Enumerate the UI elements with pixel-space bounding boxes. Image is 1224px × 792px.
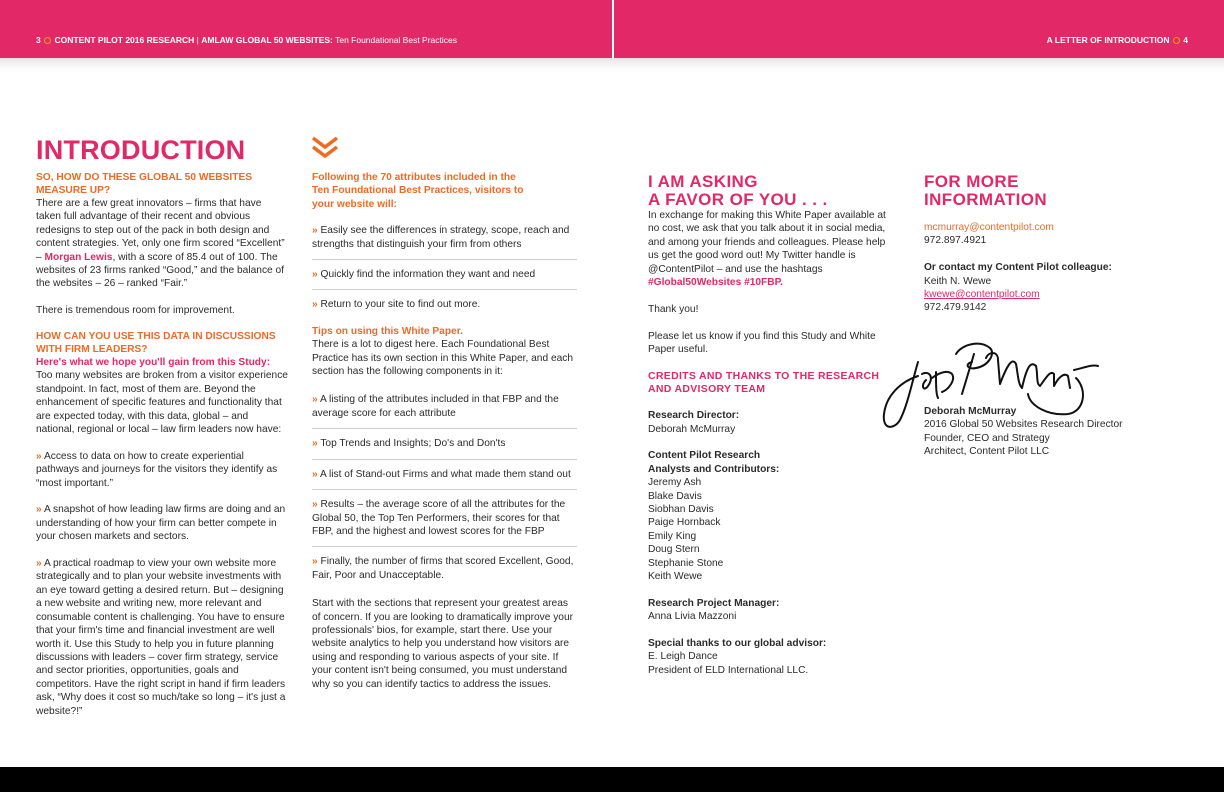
list-item: » Easily see the differences in strategy, scope, reach and strengths that distinguish your firm from others bbox=[312, 225, 570, 250]
page-title: INTRODUCTION bbox=[36, 135, 246, 165]
list-item: » Top Trends and Insights; Do's and Don'ts bbox=[312, 438, 506, 450]
running-header-left bbox=[36, 35, 457, 45]
running-header-right bbox=[1047, 35, 1188, 45]
chevron-right-icon: » bbox=[312, 499, 318, 511]
advisor-label: Special thanks to our global advisor: bbox=[648, 638, 827, 650]
list-item: » A list of Stand-out Firms and what made them stand out bbox=[312, 468, 571, 480]
chevron-right-icon: » bbox=[36, 558, 42, 570]
divider bbox=[312, 259, 577, 260]
signature-block bbox=[924, 405, 1164, 459]
divider bbox=[312, 546, 577, 547]
chevron-right-icon: » bbox=[312, 468, 318, 480]
list-item: Jeremy Ash bbox=[648, 477, 702, 489]
director-name: Deborah McMurray bbox=[648, 423, 736, 435]
paragraph: Too many websites are broken from a visitor experience standpoint. In fact, most of them are. Beyond the enhancement of specific features and functionality that are expected today, with this data, global – and national, regional or local – law firm leaders now have: bbox=[36, 370, 288, 436]
section-label: A LETTER OF INTRODUCTION bbox=[1046, 35, 1170, 45]
page-number-right: 4 bbox=[1183, 35, 1188, 45]
chevron-right-icon: » bbox=[312, 225, 318, 237]
list-item: » Return to your site to find out more. bbox=[312, 299, 481, 311]
list-item: » Results – the average score of all the attributes for the Global 50, the Top Ten Performers, their scores for that FBP, and the highest and lowest scores for the FBP bbox=[312, 499, 566, 537]
colleague-label: Or contact my Content Pilot colleague: bbox=[924, 262, 1112, 274]
header-band-left bbox=[0, 0, 612, 58]
practices-column bbox=[312, 171, 578, 691]
advisor-title: President of ELD International LLC. bbox=[648, 664, 809, 676]
divider bbox=[312, 459, 577, 460]
chevron-right-icon: » bbox=[312, 299, 318, 311]
chevron-right-icon: » bbox=[312, 438, 318, 450]
phone-number: 972.897.4921 bbox=[924, 235, 987, 247]
favor-column bbox=[648, 173, 888, 677]
chevron-right-icon: » bbox=[36, 450, 42, 462]
chevron-right-icon: » bbox=[312, 556, 318, 568]
question-heading-2: HOW CAN YOU USE THIS DATA IN DISCUSSIONS WITH FIRM LEADERS? bbox=[36, 331, 276, 355]
analysts-label: Content Pilot Research Analysts and Contributors: bbox=[648, 450, 780, 475]
circle-icon bbox=[44, 37, 51, 44]
divider bbox=[312, 289, 577, 290]
signer-title: Architect, Content Pilot LLC bbox=[924, 446, 1050, 458]
subheading: Here's what we hope you'll gain from this Study: bbox=[36, 357, 271, 369]
list-item: Paige Hornback bbox=[648, 517, 721, 529]
paragraph: There is tremendous room for improvement. bbox=[36, 305, 235, 317]
intro-column bbox=[36, 172, 288, 718]
paragraph: In exchange for making this White Paper available at no cost, we ask that you talk about it in social media, and among your friends and colleagues. Please help us get the good word out! My Twitter handle is @ContentPilot – and use the hashtags #Global50Websites #10FBP. bbox=[648, 210, 886, 289]
email-link[interactable]: kwewe@contentpilot.com bbox=[924, 289, 1040, 301]
paragraph: Start with the sections that represent your greatest areas of concern. If you are looking to dramatically improve your professionals' bios, for example, start there. Use your website analytics to help you understand how visitors are using and responding to various aspects of your site. If your content isn't being consumed, you must understand why so you can identify tactics to address the issues. bbox=[312, 598, 574, 690]
header-shadow bbox=[0, 58, 1224, 70]
info-heading-line2: INFORMATION bbox=[924, 190, 1048, 209]
colleague-name: Keith N. Wewe bbox=[924, 275, 992, 287]
divider bbox=[312, 489, 577, 490]
list-item: Siobhan Davis bbox=[648, 504, 714, 516]
favor-heading-line1: I AM ASKING bbox=[648, 172, 758, 191]
paragraph: There is a lot to digest here. Each Foundational Best Practice has its own section in this White Paper, and each section has the following components in it: bbox=[312, 339, 574, 378]
tips-heading: Tips on using this White Paper. bbox=[312, 325, 463, 337]
header-divider: | bbox=[196, 35, 199, 45]
column-intro: Following the 70 attributes included in the Ten Foundational Best Practices, visitors to your website will: bbox=[312, 172, 524, 210]
director-label: Research Director: bbox=[648, 410, 740, 422]
chevron-right-icon: » bbox=[312, 269, 318, 281]
list-item: » Access to data on how to create experiential pathways and journeys for the visitors they identify as “most important.” bbox=[36, 450, 278, 489]
signer-title: 2016 Global 50 Websites Research Director bbox=[924, 419, 1123, 431]
chevron-right-icon: » bbox=[312, 394, 318, 406]
double-chevron-down-icon bbox=[311, 136, 339, 160]
list-item: » A snapshot of how leading law firms are doing and an understanding of how your firm can better compete in your chosen markets and sectors. bbox=[36, 504, 286, 543]
analysts-list bbox=[648, 476, 888, 583]
pm-label: Research Project Manager: bbox=[648, 597, 780, 609]
hashtags: #Global50Websites #10FBP. bbox=[648, 277, 783, 289]
phone-number: 972.479.9142 bbox=[924, 302, 987, 314]
contact-column bbox=[924, 173, 1164, 315]
info-heading-line1: FOR MORE bbox=[924, 172, 1019, 191]
header-band-right bbox=[614, 0, 1224, 58]
list-item: Doug Stern bbox=[648, 544, 700, 556]
favor-heading-line2: A FAVOR OF YOU . . . bbox=[648, 190, 828, 209]
signer-title: Founder, CEO and Strategy bbox=[924, 432, 1050, 444]
list-item: Blake Davis bbox=[648, 490, 702, 502]
list-item: Keith Wewe bbox=[648, 571, 703, 583]
paragraph: Please let us know if you find this Study and White Paper useful. bbox=[648, 330, 876, 356]
brand-label: CONTENT PILOT 2016 RESEARCH bbox=[54, 35, 195, 45]
list-item: » Finally, the number of firms that scored Excellent, Good, Fair, Poor and Unacceptable. bbox=[312, 556, 574, 581]
pm-name: Anna Livia Mazzoni bbox=[648, 611, 737, 623]
list-item: Emily King bbox=[648, 530, 697, 542]
divider bbox=[312, 428, 577, 429]
footer-bar bbox=[0, 767, 1224, 792]
list-item: » Quickly find the information they want and need bbox=[312, 269, 536, 281]
email-link[interactable]: mcmurray@contentpilot.com bbox=[924, 222, 1054, 233]
question-heading-1: SO, HOW DO THESE GLOBAL 50 WEBSITES MEASURE UP? bbox=[36, 172, 253, 196]
thanks-text: Thank you! bbox=[648, 303, 699, 315]
paragraph: There are a few great innovators – firms that have taken full advantage of their recent and obvious redesigns to step out of the pack in both design and content strategies. Yet, only one firm scored “Excellent” – Morgan Lewis, with a score of 85.4 out of 100. The websites of 23 firms ranked “Good,” and the balance of the websites – 26 – ranked “Fair.” bbox=[36, 198, 285, 290]
list-item: Stephanie Stone bbox=[648, 557, 724, 569]
circle-icon bbox=[1173, 37, 1180, 44]
signer-name: Deborah McMurray bbox=[924, 406, 1017, 417]
study-label: AMLAW GLOBAL 50 WEBSITES: bbox=[201, 35, 333, 45]
list-item: » A listing of the attributes included in that FBP and the average score for each attribute bbox=[312, 394, 559, 419]
page-number-left: 3 bbox=[36, 35, 41, 45]
list-item: » A practical roadmap to view your own website more strategically and to plan your website investments with an eye toward getting a desired return. But – designing a new website and writing new, more relevant and consumable content is challenging. You have to ensure that your firm's time and financial investment are well worth it. Use this Study to help you in future planning discussions with leaders – cover firm strategy, service and sector priorities, opportunities, goals and competitors. Have the right script in hand if firm leaders ask, “Why does it cost so much/take so long – it's just a website?!” bbox=[36, 558, 286, 717]
study-subtitle: Ten Foundational Best Practices bbox=[335, 35, 457, 45]
advisor-name: E. Leigh Dance bbox=[648, 651, 718, 663]
credits-heading: CREDITS AND THANKS TO THE RESEARCH AND ADVISORY TEAM bbox=[648, 369, 880, 395]
firm-name: Morgan Lewis bbox=[44, 251, 113, 263]
chevron-right-icon: » bbox=[36, 504, 42, 516]
